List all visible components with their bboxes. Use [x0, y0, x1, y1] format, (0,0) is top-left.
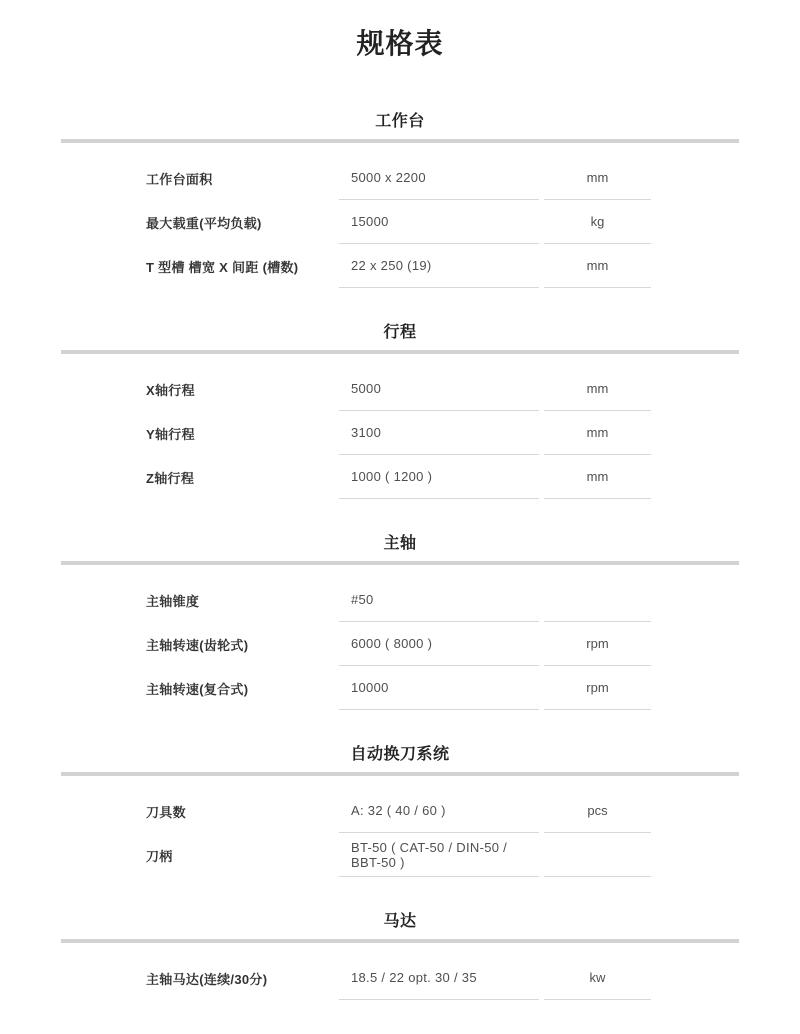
spec-row-value: 22 x 250 (19): [339, 244, 539, 288]
spec-row-value: 1000 ( 1200 ): [339, 455, 539, 499]
section-title: 马达: [383, 913, 417, 930]
section-divider: [61, 561, 739, 565]
spec-row: [146, 156, 656, 200]
spec-row-unit: kg: [544, 200, 651, 244]
spec-row-value: 10000: [339, 666, 539, 710]
spec-row-label: Y轴行程: [146, 426, 195, 442]
spec-row: [146, 244, 656, 288]
section-divider: [61, 350, 739, 354]
spec-row-unit: mm: [544, 367, 651, 411]
spec-row: [146, 789, 656, 833]
spec-section: [61, 911, 739, 1000]
page-title: 规格表: [356, 28, 444, 59]
section-title: 行程: [383, 324, 417, 341]
spec-row-value: BT-50 ( CAT-50 / DIN-50 / BBT-50 ): [339, 833, 539, 877]
spec-section: [61, 322, 739, 499]
section-rows: [146, 367, 656, 499]
spec-row-unit: mm: [544, 244, 651, 288]
spec-row: [146, 455, 656, 499]
spec-row: [146, 622, 656, 666]
spec-row-label: T 型槽 槽宽 X 间距 (槽数): [146, 259, 299, 275]
sections-container: [61, 111, 739, 1000]
section-rows: [146, 578, 656, 710]
spec-row-value: 6000 ( 8000 ): [339, 622, 539, 666]
spec-row: [146, 411, 656, 455]
spec-row-unit: rpm: [544, 622, 651, 666]
section-divider: [61, 139, 739, 143]
section-divider: [61, 939, 739, 943]
spec-row-label: 主轴转速(复合式): [146, 681, 249, 697]
section-rows: [146, 789, 656, 877]
spec-row-unit: mm: [544, 411, 651, 455]
spec-row-label: X轴行程: [146, 382, 195, 398]
spec-row-unit: [544, 578, 651, 622]
section-title: 工作台: [375, 113, 425, 130]
section-rows: [146, 956, 656, 1000]
spec-row-unit: kw: [544, 956, 651, 1000]
spec-row: [146, 367, 656, 411]
spec-row-unit: mm: [544, 455, 651, 499]
spec-section: [61, 744, 739, 877]
spec-row-value: 5000 x 2200: [339, 156, 539, 200]
spec-row-value: 18.5 / 22 opt. 30 / 35: [339, 956, 539, 1000]
spec-row-value: 3100: [339, 411, 539, 455]
spec-row: [146, 956, 656, 1000]
section-divider: [61, 772, 739, 776]
spec-row-label: 主轴转速(齿轮式): [146, 637, 249, 653]
spec-row-value: #50: [339, 578, 539, 622]
spec-row-value: 15000: [339, 200, 539, 244]
spec-row-label: 最大载重(平均负载): [146, 215, 262, 231]
spec-row-label: 刀具数: [146, 804, 186, 820]
spec-row: [146, 200, 656, 244]
spec-row-label: 工作台面积: [146, 171, 213, 187]
spec-row: [146, 666, 656, 710]
spec-row-unit: mm: [544, 156, 651, 200]
section-title: 自动换刀系统: [350, 746, 450, 763]
spec-row-unit: [544, 833, 651, 877]
spec-row-label: 主轴马达(连续/30分): [146, 971, 268, 987]
spec-row: [146, 833, 656, 877]
spec-page: [61, 0, 739, 1000]
spec-row: [146, 578, 656, 622]
spec-row-value: 5000: [339, 367, 539, 411]
spec-row-unit: pcs: [544, 789, 651, 833]
section-title: 主轴: [383, 535, 417, 552]
spec-row-label: 主轴锥度: [146, 593, 200, 609]
spec-section: [61, 111, 739, 288]
spec-row-unit: rpm: [544, 666, 651, 710]
spec-row-label: 刀柄: [146, 848, 173, 864]
spec-row-value: A: 32 ( 40 / 60 ): [339, 789, 539, 833]
spec-section: [61, 533, 739, 710]
spec-row-label: Z轴行程: [146, 470, 195, 486]
section-rows: [146, 156, 656, 288]
